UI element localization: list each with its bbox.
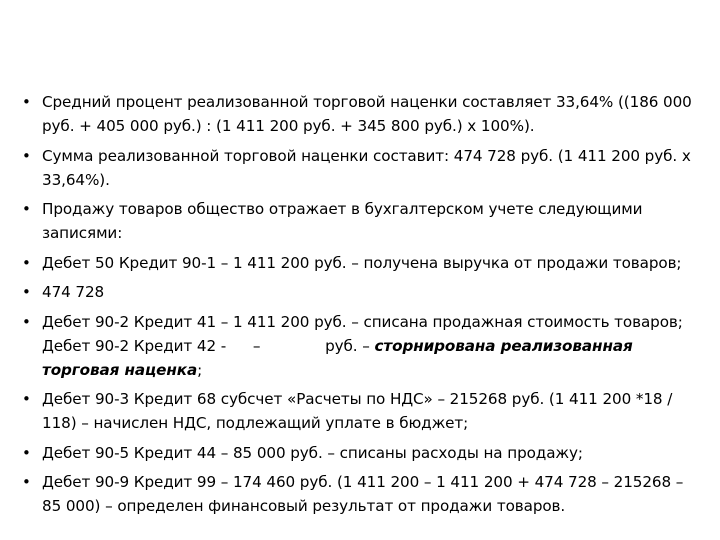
bullet-text: Дебет 90-2 Кредит 41 – 1 411 200 руб. – списана продажная стоимость товаров; Дебет 90-2 Кредит 42 - — [42, 312, 683, 355]
bullet-text: Дебет 90-3 Кредит 68 субсчет «Расчеты по НДС» – 215268 руб. (1 411 200 *18 / 118) – начислен НДС, подлежащий уплате в бюджет; — [42, 390, 673, 432]
list-item — [22, 144, 702, 192]
bullet-icon: • — [22, 390, 31, 408]
bullet-text: Средний процент реализованной торговой наценки составляет 33,64% ((186 000 руб. + 405 000 руб.) : (1 411 200 руб. + 345 800 руб.) х 100%). — [42, 93, 692, 135]
bullet-icon: • — [22, 283, 31, 301]
bullet-icon: • — [22, 200, 31, 218]
emphasized-text: сторнирована реализованная торговая наценка — [42, 336, 633, 379]
list-item — [22, 310, 702, 382]
bullet-text: Сумма реализованной торговой наценки составит: 474 728 руб. (1 411 200 руб. х 33,64%). — [42, 146, 691, 189]
bullet-icon: • — [22, 93, 31, 111]
list-item — [22, 197, 702, 245]
bullet-text: Дебет 50 Кредит 90-1 – 1 411 200 руб. – получена выручка от продажи товаров; — [42, 253, 682, 272]
list-item — [22, 387, 702, 435]
bullet-icon: • — [22, 473, 31, 491]
list-item — [22, 90, 702, 138]
bullet-text: ; — [197, 360, 203, 379]
bullet-icon: • — [22, 443, 31, 462]
bullet-text: 474 728 — [42, 283, 105, 301]
bullet-text: Дебет 90-9 Кредит 99 – 174 460 руб. (1 411 200 – 1 411 200 + 474 728 – 215268 – 85 000) – определен финансовый результат от продажи товаров. — [42, 473, 684, 515]
bullet-icon: • — [22, 253, 31, 272]
list-item — [22, 251, 702, 275]
list-item — [22, 470, 702, 518]
bullet-text: Дебет 90-5 Кредит 44 – 85 000 руб. – списаны расходы на продажу; — [42, 443, 583, 462]
list-item — [22, 280, 702, 304]
bullet-text: руб. – — [325, 336, 370, 355]
list-item — [22, 441, 702, 465]
bullet-icon: • — [22, 312, 31, 331]
bullet-list — [22, 90, 702, 524]
bullet-icon: • — [22, 146, 31, 165]
bullet-text: Продажу товаров общество отражает в бухгалтерском учете следующими записями: — [42, 200, 643, 242]
bullet-dash: – — [252, 336, 261, 355]
